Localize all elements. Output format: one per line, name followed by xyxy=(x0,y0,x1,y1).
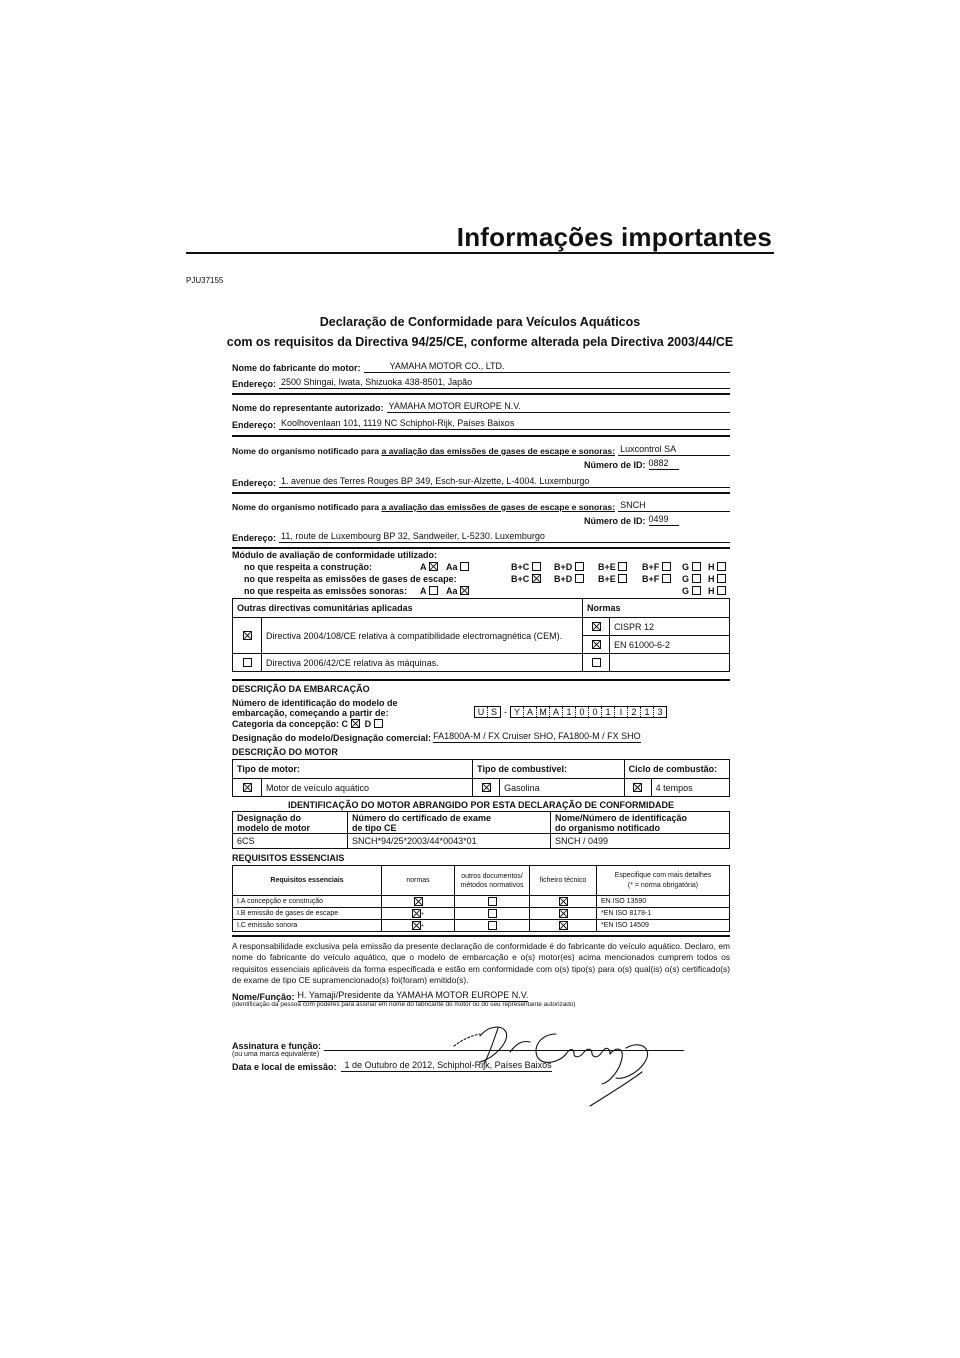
checkbox-unchecked xyxy=(429,586,438,595)
id-model-value: 6CS xyxy=(233,834,348,849)
hin-country-box: U S xyxy=(474,706,501,718)
separator xyxy=(232,679,730,681)
req-row-detail: EN ISO 13590 xyxy=(597,896,730,908)
id-col-cert: Número do certificado de exame de tipo CE xyxy=(348,812,551,834)
signatory-name-label: Nome/Função: xyxy=(232,992,295,1002)
notified-body-1-id-label: Número de ID: xyxy=(584,460,646,470)
hin-label-2: embarcação, começando a partir de: xyxy=(232,708,389,718)
checkbox-checked xyxy=(559,897,568,906)
checkbox-checked xyxy=(429,562,438,571)
checkbox-unchecked xyxy=(662,562,671,571)
notified-body-1-value: Luxcontrol SA xyxy=(618,444,730,456)
model-label: Designação do modelo/Designação comercial: xyxy=(232,733,432,743)
checkbox-unchecked xyxy=(575,562,584,571)
requirements-section-title: REQUISITOS ESSENCIAIS xyxy=(232,853,345,863)
checkbox-unchecked xyxy=(717,574,726,583)
separator xyxy=(232,547,730,549)
checkbox-checked xyxy=(243,631,252,640)
combustion-value: 4 tempos xyxy=(651,779,729,797)
requirements-table: Requisitos essenciais normas outros documentos/ métodos normativos ficheiro técnico Especifique com mais detalhes (* = norma obrigatória) I.A concepção e construção EN ISO 13590 I.B emissão de gases de escape * *EN ISO 8178-1 I.C emissão sonora * *EN ISO 14509 xyxy=(232,865,730,932)
notified-body-2-value: SNCH xyxy=(618,500,730,512)
checkbox-unchecked xyxy=(460,562,469,571)
emc-directive: Directiva 2004/108/CE relativa à compatibilidade electromagnética (CEM). xyxy=(262,618,583,654)
model-value: FA1800A-M / FX Cruiser SHO, FA1800-M / FX SHO xyxy=(433,731,641,741)
representative-label: Nome do representante autorizado: xyxy=(232,403,384,413)
signature-note: (ou uma marca equivalente) xyxy=(232,1051,320,1058)
checkbox-checked xyxy=(592,640,601,649)
checkbox-checked xyxy=(412,921,421,930)
checkbox-unchecked xyxy=(692,574,701,583)
checkbox-unchecked xyxy=(243,658,252,667)
checkbox-checked xyxy=(351,719,360,728)
signature-row xyxy=(232,1038,684,1051)
notified-body-1-address-row xyxy=(232,474,730,488)
notified-body-1-address-label: Endereço: xyxy=(232,478,277,488)
notified-body-2-id-label: Número de ID: xyxy=(584,516,646,526)
checkbox-unchecked xyxy=(662,574,671,583)
identification-title: IDENTIFICAÇÃO DO MOTOR ABRANGIDO POR ESTA DECLARAÇÃO DE CONFORMIDADE xyxy=(288,800,674,810)
notified-body-2-id: 0499 xyxy=(649,514,679,526)
representative-address: Koolhovenlaan 101, 1119 NC Schiphol-Rijk, Países Baixos xyxy=(279,418,730,430)
manufacturer-row xyxy=(232,359,730,373)
req-row-name: I.C emissão sonora xyxy=(233,920,382,932)
checkbox-unchecked xyxy=(374,719,383,728)
issue-date-value: 1 de Outubro de 2012, Schiphol-Rijk, Países Baixos xyxy=(341,1060,552,1072)
notified-body-1-id: 0882 xyxy=(649,458,679,470)
category-row: Categoria da concepção: C D xyxy=(232,719,383,729)
checkbox-checked xyxy=(414,897,423,906)
separator xyxy=(232,393,730,395)
req-col-norms: normas xyxy=(382,866,455,896)
notified-body-2-address-row xyxy=(232,529,730,543)
req-col-detail: Especifique com mais detalhes (* = norma obrigatória) xyxy=(597,866,730,896)
checkbox-unchecked xyxy=(618,562,627,571)
req-col-file: ficheiro técnico xyxy=(530,866,597,896)
responsibility-statement: A responsabilidade exclusiva pela emissão da presente declaração de conformidade é do fabricante do veículo aquático. Declaro, em nome do fabricante do veículo aquático, que o modelo de embarcação e o(s) motor(es) acima mencionados cumprem todos os requisitos essenciais aplicáveis da forma especificada e estão em conformidade com o(s) tipo(s) para o(s) qual(is) o(s) certificado(s) de exame de tipo CE supramencionado(s) foi(foram) emitido(s). xyxy=(232,941,730,985)
checkbox-unchecked xyxy=(488,897,497,906)
checkbox-checked xyxy=(460,586,469,595)
hin-field: U S - Y A M A 1 0 0 1 I 2 1 3 xyxy=(474,706,667,718)
representative-address-label: Endereço: xyxy=(232,420,277,430)
id-cert-value: SNCH*94/25*2003/44*0043*01 xyxy=(348,834,551,849)
doc-code: PJU37155 xyxy=(186,276,224,285)
id-col-model: Designação do modelo de motor xyxy=(233,812,348,834)
engine-type-header: Tipo de motor: xyxy=(233,760,473,779)
notified-body-2-label: Nome do organismo notificado para a avaliação das emissões de gases de escape e sonoras: xyxy=(232,502,616,512)
representative-value: YAMAHA MOTOR EUROPE N.V. xyxy=(387,401,730,413)
hin-code-box: Y A M A 1 0 0 1 I 2 1 3 xyxy=(510,706,667,718)
norm-en61000: EN 61000-6-2 xyxy=(610,636,730,654)
issue-date-label: Data e local de emissão: xyxy=(232,1062,337,1072)
declaration-subtitle: com os requisitos da Directiva 94/25/CE, conforme alterada pela Directiva 2003/44/CE xyxy=(226,335,734,349)
notified-body-1-label: Nome do organismo notificado para a avaliação das emissões de gases de escape e sonoras: xyxy=(232,446,616,456)
combustion-header: Ciclo de combustão: xyxy=(624,760,729,779)
machinery-directive: Directiva 2006/42/CE relativa às máquinas. xyxy=(262,654,583,672)
norm-cispr: CISPR 12 xyxy=(610,618,730,636)
notified-body-2-address-label: Endereço: xyxy=(232,533,277,543)
req-row-detail: *EN ISO 14509 xyxy=(597,920,730,932)
engine-type-value: Motor de veículo aquático xyxy=(262,779,473,797)
checkbox-unchecked xyxy=(618,574,627,583)
checkbox-unchecked xyxy=(692,586,701,595)
fuel-type-header: Tipo de combustível: xyxy=(473,760,624,779)
notified-body-2-row xyxy=(232,498,730,512)
checkbox-unchecked xyxy=(692,562,701,571)
checkbox-unchecked xyxy=(488,909,497,918)
req-row-name: I.B emissão de gases de escape xyxy=(233,908,382,920)
checkbox-unchecked xyxy=(717,586,726,595)
representative-address-row xyxy=(232,416,730,430)
boat-section-title: DESCRIÇÃO DA EMBARCAÇÃO xyxy=(232,684,370,694)
checkbox-checked xyxy=(532,574,541,583)
engine-table xyxy=(232,759,730,797)
header-rule xyxy=(186,252,774,254)
checkbox-unchecked xyxy=(717,562,726,571)
norms-header: Normas xyxy=(583,599,730,618)
manufacturer-address-label: Endereço: xyxy=(232,379,277,389)
id-col-body: Nome/Número de identificação do organismo notificado xyxy=(551,812,730,834)
notified-body-2-id-row xyxy=(584,512,730,526)
issue-date-row xyxy=(232,1059,552,1072)
page-title: Informações importantes xyxy=(456,222,772,252)
checkbox-checked xyxy=(412,909,421,918)
notified-body-2-address: 11, route de Luxembourg BP 32, Sandweiler, L-5230. Luxemburgo xyxy=(279,531,730,543)
req-col-name: Requisitos essenciais xyxy=(233,866,382,896)
manufacturer-label: Nome do fabricante do motor: xyxy=(232,363,361,373)
directives-header: Outras directivas comunitárias aplicadas xyxy=(233,599,583,618)
checkbox-unchecked xyxy=(575,574,584,583)
signature-label: Assinatura e função: xyxy=(232,1041,322,1051)
manufacturer-value: YAMAHA MOTOR CO., LTD. xyxy=(364,361,730,373)
id-body-value: SNCH / 0499 xyxy=(551,834,730,849)
hin-label-1: Número de identificação do modelo de xyxy=(232,698,398,708)
engine-section-title: DESCRIÇÃO DO MOTOR xyxy=(232,747,338,757)
checkbox-checked xyxy=(559,921,568,930)
separator xyxy=(232,935,730,937)
checkbox-checked xyxy=(592,622,601,631)
checkbox-unchecked xyxy=(532,562,541,571)
signatory-name: H. Yamaji/Presidente da YAMAHA MOTOR EUROPE N.V. xyxy=(297,990,529,1000)
notified-body-1-row xyxy=(232,442,730,456)
checkbox-checked xyxy=(482,783,491,792)
model-row xyxy=(232,730,641,743)
fuel-type-value: Gasolina xyxy=(500,779,624,797)
checkbox-checked xyxy=(243,783,252,792)
manufacturer-address: 2500 Shingai, Iwata, Shizuoka 438-8501, Japão xyxy=(279,377,730,389)
req-col-other: outros documentos/ métodos normativos xyxy=(455,866,530,896)
identification-table xyxy=(232,811,730,849)
notified-body-1-id-row xyxy=(584,456,730,470)
checkbox-unchecked xyxy=(592,658,601,667)
module-title: Módulo de avaliação de conformidade utilizado: xyxy=(232,550,438,560)
signatory-note: (identificação da pessoa com poderes para assinar em nome do fabricante do motor ou do seu representante autorizado) xyxy=(232,1001,576,1008)
representative-row xyxy=(232,399,730,413)
checkbox-unchecked xyxy=(488,921,497,930)
separator xyxy=(232,435,730,437)
notified-body-1-address: 1. avenue des Terres Rouges BP 349, Esch-sur-Alzette, L-4004. Luxemburgo xyxy=(279,476,730,488)
req-row-detail: *EN ISO 8178-1 xyxy=(597,908,730,920)
req-row-name: I.A concepção e construção xyxy=(233,896,382,908)
directives-table xyxy=(232,598,730,672)
signature-line xyxy=(324,1040,684,1051)
checkbox-checked xyxy=(633,783,642,792)
declaration-title: Declaração de Conformidade para Veículos Aquáticos xyxy=(319,315,641,329)
manufacturer-address-row xyxy=(232,375,730,389)
separator xyxy=(232,492,730,494)
checkbox-checked xyxy=(559,909,568,918)
